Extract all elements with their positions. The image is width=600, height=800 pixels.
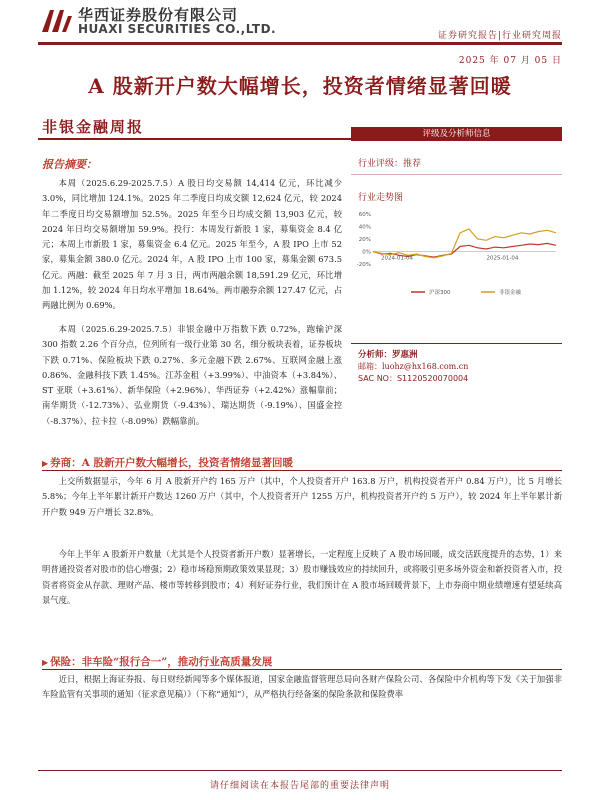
series-line	[373, 229, 556, 258]
insurance-paragraph-1: 近日，根据上海证券报、每日财经新闻等多个媒体报道，国家金融监督管理总局向各财产保险公司、各保险中介机构等下发《关于加强非车险监管有关事项的通知（征求意见稿）》（下称“通知”），从严格执行经备案的保险条款和保险费率	[42, 674, 562, 700]
section-rule	[42, 669, 562, 670]
footer-rule	[38, 770, 562, 771]
sidebar-heading: 评级及分析师信息	[351, 127, 562, 141]
y-axis-ticks	[357, 212, 371, 268]
trend-chart-label: 行业走势图	[358, 193, 404, 203]
summary-paragraph-2: 本周（2025.6.29-2025.7.5）非银金融中万指数下跌 0.72%，跑输沪深 300 指数 2.26 个百分点，位列所有一级行业第 30 名，细分板块表着，证券板块下跌 0.71%、保险板块下跌 0.27%、多元金融下跌 2.67%、互联网金融上涨 0.86%、金融科技下跌 1.45%。江苏金租（+3.99%）、中油资本（+3.84%）、ST 亚联（+3.61%）、新华保险（+2.96%）、华西证券（+2.42%）涨幅靠前；南华期货（-12.73%）、弘业期货（-9.43%）、瑞达期货（-9.19%）、国盛金控（-8.37%）、拉卡拉（-8.09%）跌幅靠前。	[42, 324, 342, 426]
chart-legend	[411, 288, 522, 296]
y-tick-label: 40%	[358, 224, 371, 231]
report-title: A 股新开户数大幅增长，投资者情绪显著回暖	[88, 74, 512, 98]
brokers-paragraph-1: 上交所数据显示，今年 6 月 A 股新开户约 165 万户（其中，个人投资者开户 163.8 万户，机构投资者开户 0.84 万户），比 5 月增长 5.8%；今年上半年累计新开户数达 1260 万户（其中，个人投资者开户 1255 万户，机构投资者开户约 5 万户），较 2024 年上半年累计新开户数 949 万户增长 32.8%。	[42, 476, 562, 517]
legend-label: 沪深300	[429, 290, 451, 296]
summary-heading: 报告摘要：	[42, 158, 97, 171]
section-heading-insurance	[42, 654, 272, 669]
y-tick-label: 20%	[358, 237, 371, 243]
summary-paragraph-1: 本周（2025.6.29-2025.7.5）A 股日均交易额 14,414 亿元，环比减少 3.0%，同比增加 124.1%。2025 年二季度日均成交额 12,624 亿元，较 2024 年二季度日均交易额增加 52.5%。2025 年至今日均成交额 13,903 亿元，较 2024 年日均交易额增加 59.9%。投行：本周发行新股 1 家，募集资金 8.4 亿元；本周上市新股 1 家，募集资金 6.4 亿元。2025 年至今，A 股 IPO 上市 52 家，募集金额 380.0 亿元。2024 年，A 股 IPO 上市 100 家，募集金额 673.5 亿元。两融：截至 2025 年 7 月 3 日，两市两融余额 18,591.29 亿元，环比增加 1.12%，较 2024 年日均水平增加 18.64%。两市融券余额 127.47 亿元，占两融比例为 0.69%。	[42, 178, 342, 311]
brokers-paragraph-2: 今年上半年 A 股新开户数量（尤其是个人投资者新开户数）显著增长，一定程度上反映了 A 股市场回暖，成交活跃度提升的态势，1）来明普通投资者对股市的信心增强；2）稳市场稳预期政策效果显现；3）股市赚钱效应的持续回升，或将吸引更多场外资金和新投资者入市，投资者将资金从存款、理财产品、楼市等转移到股市；4）利好证券行业，我们预计在 A 股市场回暖背景下，上市券商中期业绩增速有望延续高景气度。	[42, 549, 562, 605]
report-type: 证券研究报告|行业研究周报	[437, 31, 562, 41]
x-tick-label: 2024-01-04	[381, 255, 413, 262]
section-heading-text: 保险：非车险“报行合一”，推动行业高质量发展	[50, 656, 273, 668]
company-logo-icon	[38, 6, 74, 34]
report-subtitle: 非银金融周报	[42, 118, 145, 136]
analyst-sac-number: SAC NO：S1120520070004	[358, 374, 469, 383]
y-tick-label: 60%	[358, 212, 371, 218]
series-lines	[373, 229, 556, 258]
section-heading-brokers	[42, 455, 293, 470]
trend-chart	[351, 208, 562, 308]
company-name-en: HUAXI SECURITIES CO.,LTD.	[78, 22, 277, 36]
industry-rating: 行业评级：推荐	[358, 159, 422, 169]
legal-notice: 请仔细阅读在本报告尾部的重要法律声明	[209, 781, 390, 791]
y-tick-label: 0%	[362, 249, 371, 256]
legend-label: 非银金融	[499, 290, 522, 296]
triangle-bullet-icon: ▶	[42, 657, 49, 667]
header-rule	[38, 42, 562, 45]
x-tick-label: 2025-01-04	[486, 255, 519, 262]
report-date: 2025 年 07 月 05 日	[458, 56, 562, 66]
analyst-name: 分析师：罗惠洲	[358, 350, 418, 360]
triangle-bullet-icon: ▶	[42, 458, 49, 468]
section-rule	[42, 470, 562, 471]
section-heading-text: 券商：A 股新开户数大幅增长，投资者情绪显著回暖	[50, 457, 293, 469]
sidebar-rule	[351, 174, 562, 175]
x-axis-ticks	[381, 256, 519, 262]
analyst-email: 邮箱：luohz@hx168.com.cn	[358, 362, 469, 371]
company-name-cn: 华西证券股份有限公司	[78, 6, 239, 24]
sidebar-rule	[351, 343, 562, 344]
y-tick-label: -20%	[356, 262, 371, 268]
